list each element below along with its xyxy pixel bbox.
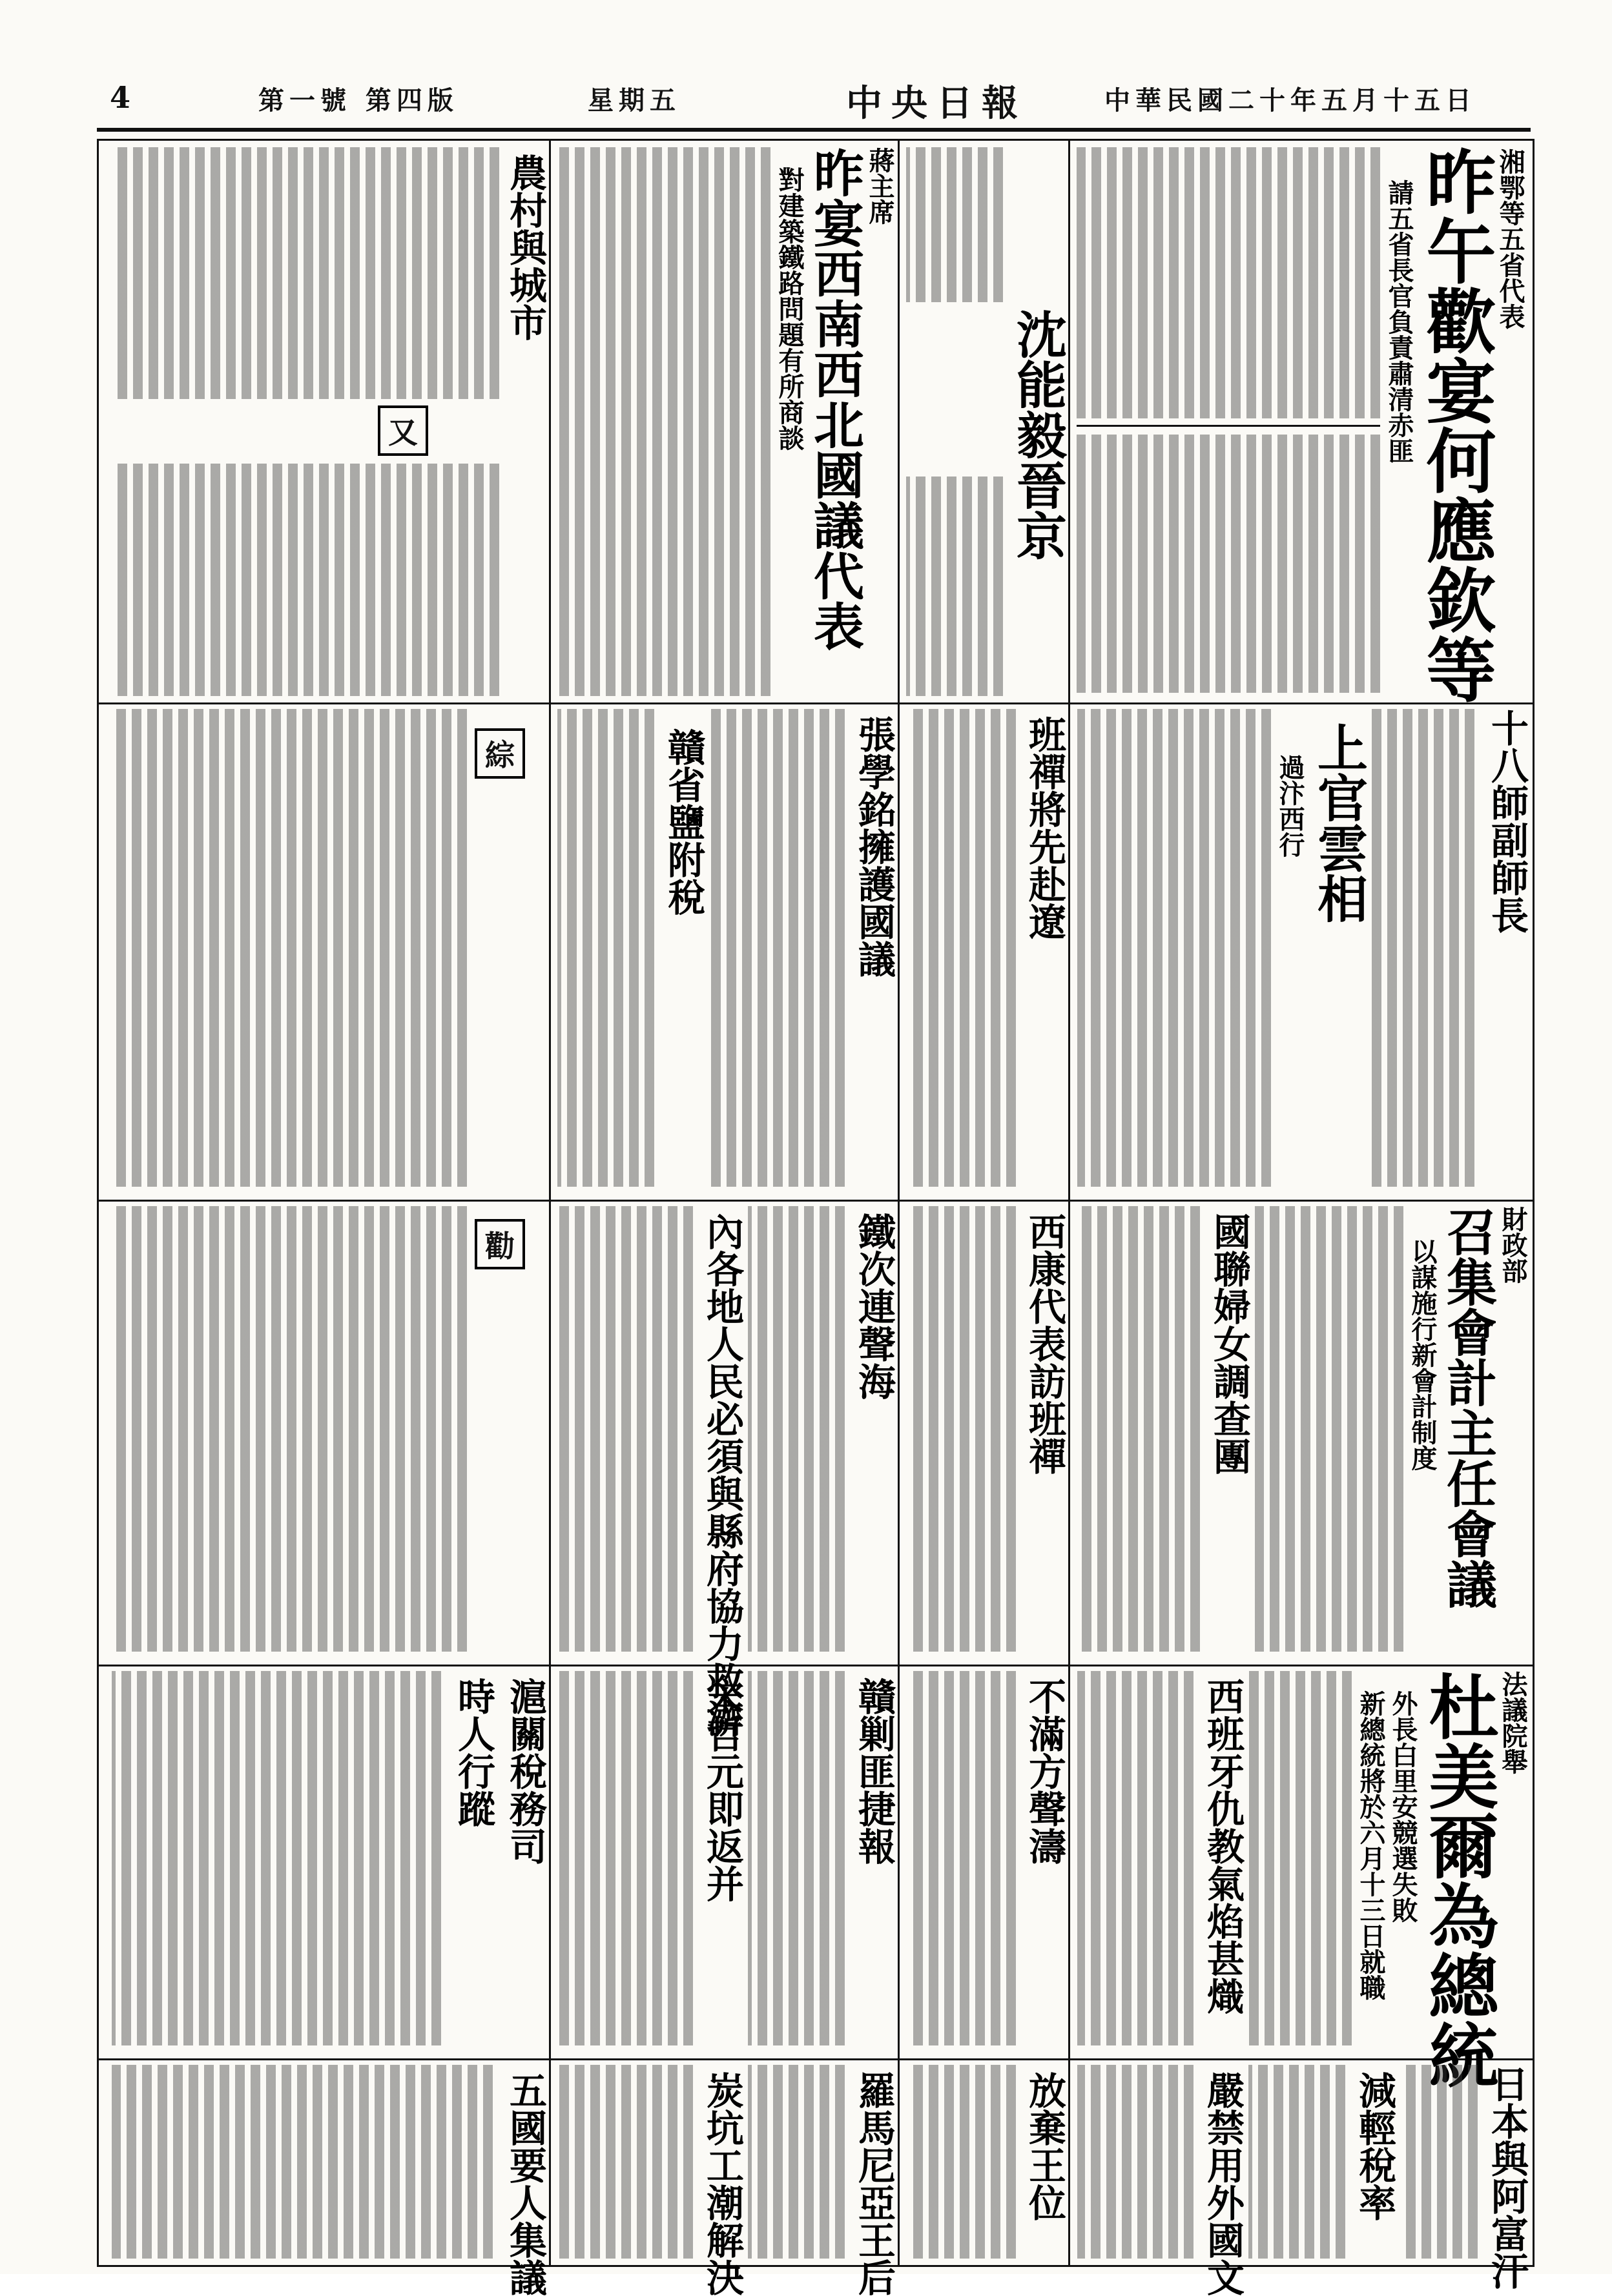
xikang-body — [913, 1206, 1016, 1652]
zong-mark: 綜 — [475, 728, 525, 779]
doumer-body — [1248, 1671, 1352, 2045]
masthead — [97, 71, 1531, 132]
uk-tax-body — [1248, 2065, 1345, 2259]
shangguan-body — [1077, 709, 1271, 1187]
date-label: 中華民國二十年五月十五日 — [1104, 85, 1476, 116]
women-headline: 國聯婦女調查團 — [1207, 1213, 1251, 1475]
finance-body — [1255, 1206, 1403, 1652]
quan-body — [112, 1206, 467, 1652]
women-body — [1077, 1206, 1200, 1652]
he-lead: 湘鄂等五省代表 — [1495, 149, 1525, 329]
chiang-sub: 對建築鐵路問題有所商談 — [774, 167, 805, 451]
shen-body — [906, 147, 1003, 302]
spain-headline: 西班牙仇教氣焰甚熾 — [1201, 1677, 1245, 2014]
he-sub: 請五省長官負責肅清赤匪 — [1384, 179, 1414, 464]
row-2 — [99, 702, 1533, 1202]
dissatisfied-body — [913, 1671, 1016, 2045]
quan-mark: 勸 — [475, 1219, 525, 1269]
customs-headline: 滬關稅務司 — [503, 1677, 547, 1865]
bandits-headline: 贛剿匪捷報 — [852, 1677, 896, 1865]
zong-body — [112, 709, 467, 1187]
travelers-body — [112, 1671, 441, 2045]
doumer-inauguration: 新總統將於六月十三日就職 — [1356, 1690, 1386, 2000]
renounce-body — [913, 2065, 1016, 2259]
agri-headline: 農村與城市 — [503, 154, 547, 341]
spain-body — [1077, 1671, 1194, 2045]
he-body-2 — [1077, 435, 1380, 693]
shen-body-2 — [906, 477, 1003, 696]
chiang-lead: 蔣主席 — [865, 147, 895, 225]
germany-france-headline: 五國要人集議 — [503, 2071, 547, 2296]
italy-body — [1077, 2065, 1194, 2259]
chiang-body — [557, 147, 770, 696]
mine-headline: 炭坑工潮解決 — [700, 2071, 744, 2296]
article-grid — [97, 139, 1534, 2296]
japan-afghan-body — [1400, 2065, 1478, 2259]
agri-body-2 — [112, 464, 499, 696]
salt-headline: 贛省鹽附稅 — [661, 728, 705, 916]
doumer-lead: 法議院舉 — [1498, 1671, 1528, 1774]
division-headline: 十八師副師長 — [1485, 709, 1529, 934]
railway-headline: 鐵次連聲海 — [852, 1213, 896, 1400]
zhang-headline: 張學銘擁護國議 — [852, 715, 896, 978]
bandits-body — [748, 1671, 845, 2045]
germany-france-body — [112, 2065, 493, 2259]
paper-title: 中央日報 — [846, 82, 1027, 125]
uk-tax-headline: 減輕稅率 — [1352, 2071, 1396, 2221]
shen-headline: 沈能毅晉京 — [1008, 309, 1067, 560]
renounce-headline: 放棄王位 — [1022, 2071, 1066, 2221]
banchan-headline: 班禪將先赴遼 — [1022, 715, 1066, 940]
xikang-headline: 西康代表訪班禪 — [1022, 1213, 1066, 1475]
dissatisfied-headline: 不滿方聲濤 — [1022, 1677, 1066, 1865]
agri-mark: 又 — [378, 405, 428, 456]
he-body — [1077, 147, 1380, 418]
page-number: 4 — [110, 80, 136, 115]
row-1 — [99, 141, 1533, 704]
shangguan-headline: 上官雲相 — [1309, 722, 1368, 923]
doumer-sub: 外長白里安競選失敗 — [1388, 1690, 1418, 1923]
romania-body — [748, 2065, 845, 2259]
italy-headline: 嚴禁用外國文 — [1201, 2071, 1245, 2296]
shangguan-sub: 過汴西行 — [1275, 754, 1305, 857]
finance-lead: 財政部 — [1498, 1206, 1528, 1284]
romania-headline: 羅馬尼亞王后 — [852, 2071, 896, 2296]
railway-body — [748, 1206, 845, 1652]
issue-label: 第一號 第四版 — [258, 85, 459, 116]
chiang-headline: 昨宴西南西北國議代表 — [805, 147, 864, 651]
he-headline: 昨午歡宴何應欽等 — [1414, 146, 1496, 704]
song-body — [557, 1671, 693, 2045]
mine-body — [557, 2065, 693, 2259]
banchan-body — [913, 709, 1016, 1187]
division-body — [1371, 709, 1474, 1187]
travelers-headline: 時人行蹤 — [451, 1677, 495, 1827]
finance-headline: 召集會計主任會議 — [1438, 1206, 1497, 1609]
song-headline: 宋哲元即返并 — [700, 1677, 744, 1902]
relief-body — [557, 1206, 693, 1652]
weekday-label: 星期五 — [588, 85, 681, 116]
japan-afghan-headline: 日本與阿富汗 — [1485, 2065, 1529, 2290]
doumer-headline: 杜美爾為總統 — [1417, 1671, 1498, 2089]
relief-headline: 內各地人民必須與縣府協力救濟 — [700, 1213, 744, 1737]
salt-body — [557, 709, 654, 1187]
finance-sub: 以謀施行新會計制度 — [1407, 1238, 1438, 1471]
zhang-body — [709, 709, 845, 1187]
row-4 — [99, 1665, 1533, 2089]
agri-body — [112, 147, 499, 399]
row-5 — [99, 2058, 1533, 2296]
